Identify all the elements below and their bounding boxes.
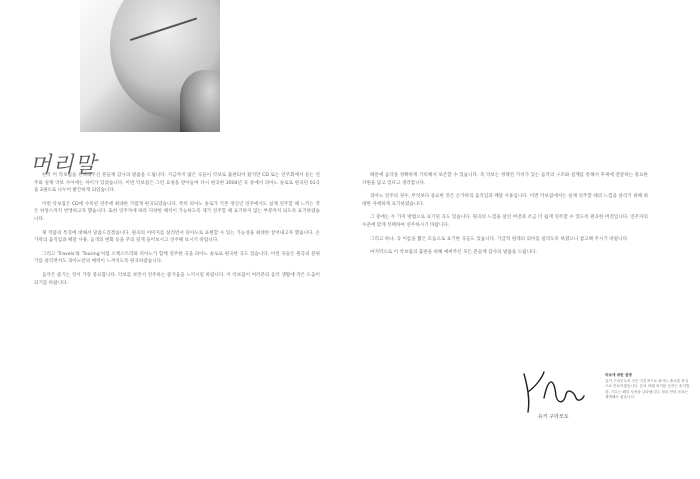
signature-name: 유키 구라모토 [538,414,569,420]
right-text-column [362,172,648,263]
note-text: 유키 구라모토의 곡은 기본적으로 피아노 솔로를 중심으로 만들어졌습니다. 음표 아래 표기된 숫자는 운지법을, 기호는 페달 사용을 나타냅니다. 괄호 안의 음표는 생략해도 좋습니다. [605,378,690,400]
side-note [605,373,691,401]
paragraph: 제 작품의 특징에 대해서 말씀드리겠습니다. 원곡의 이미지를 살리면서 피아노로 표현할 수 있는 가능성을 최대한 끌어내고자 했습니다. 손가락의 움직임과 페달 사용, 음색의 변화 등을 주의 깊게 들어보시고 연주해 보시기 바랍니다. [34,230,320,244]
author-photo [80,0,220,132]
paragraph: 때문에 음악을 정확하게 기록해서 보존할 수 있습니다. 즉 악보는 정해진 가치가 있는 음악의 구조와 설계를 통해서 후세에 전달하는 중요한 자원을 담고 있다고 생각합니다. [362,173,648,186]
page-heading: 머리말 [30,153,97,178]
note-title: 악보에 대한 설명 [605,373,632,377]
paragraph: 음악은 즐기는 것이 가장 중요합니다. 악보를 보면서 연주하는 즐거움을 느끼시길 바랍니다. 이 악보집이 여러분의 음악 생활에 작은 도움이 되기를 바랍니다. [34,272,320,286]
paragraph: 피아노 연주의 경우, 무엇보다 중요한 것은 손가락의 움직임과 페달 사용입니다. 이번 악보집에서는 실제 연주할 때의 느낌을 살리기 위해 최대한 자세하게 표기하였습니다. [362,194,648,207]
right-page [350,0,700,479]
paragraph: 그리고 하나, 곡 이름을 짧은 모음으로 표기한 곡들도 있습니다. 가급적 원래의 의미를 살리도록 하였으니 참고해 주시기 바랍니다. [370,236,629,242]
photo-hand-shape [180,70,220,132]
paragraph: 그리고 'Travels'와 'Touring'처럼 오케스트라와 피아노가 함께 연주한 곡을 피아노 솔로로 편곡한 곡도 있습니다. 이런 곡들은 원곡의 분위기를 살리면서도 피아노만의 매력이 느껴지도록 편곡하였습니다. [34,251,320,265]
paragraph: 이번 악보집은 CD에 수록된 연주에 최대한 가깝게 편곡되었습니다. 특히 피아노 솔로가 기본 정신인 연주에서도 실제 연주할 때 느끼는 작은 뉘앙스까지 반영하고자 했습니다. 또한 연주자에 따라 다양한 해석이 가능하도록 제가 연주할 때 표기하지 않는 부분까지 되도록 표기하였습니다. [34,201,320,222]
paragraph: 한국 어 악보집을 선택해주신 분들께 감사의 말씀을 드립니다. 지금까지 많은 곡들이 악보로 출판되어 왔지만 CD 또는 연주회에서 듣는 연주와 실제 악보 사이에는 차이가 있었습니다. 이번 악보집은 그런 요청을 받아들여 다시 편곡한 2004년 곡 중에서 피아노 솔로로 편곡된 01곡을 3권으로 나누어 발간하게 되었습니다. [34,173,320,194]
left-text-column [34,172,320,293]
paragraph: 그 중에는 두 가지 방법으로 표기된 곡도 있습니다. 원곡의 느낌을 살린 버전과 조금 더 쉽게 연주할 수 있도록 편곡한 버전입니다. 연주자의 수준에 맞게 선택하여 연주하시기 바랍니다. [362,215,648,228]
paragraph: 마지막으로 이 악보집의 출판을 위해 애써주신 모든 분들께 감사의 말씀을 드립니다. [370,250,537,256]
handwritten-signature [518,368,588,416]
